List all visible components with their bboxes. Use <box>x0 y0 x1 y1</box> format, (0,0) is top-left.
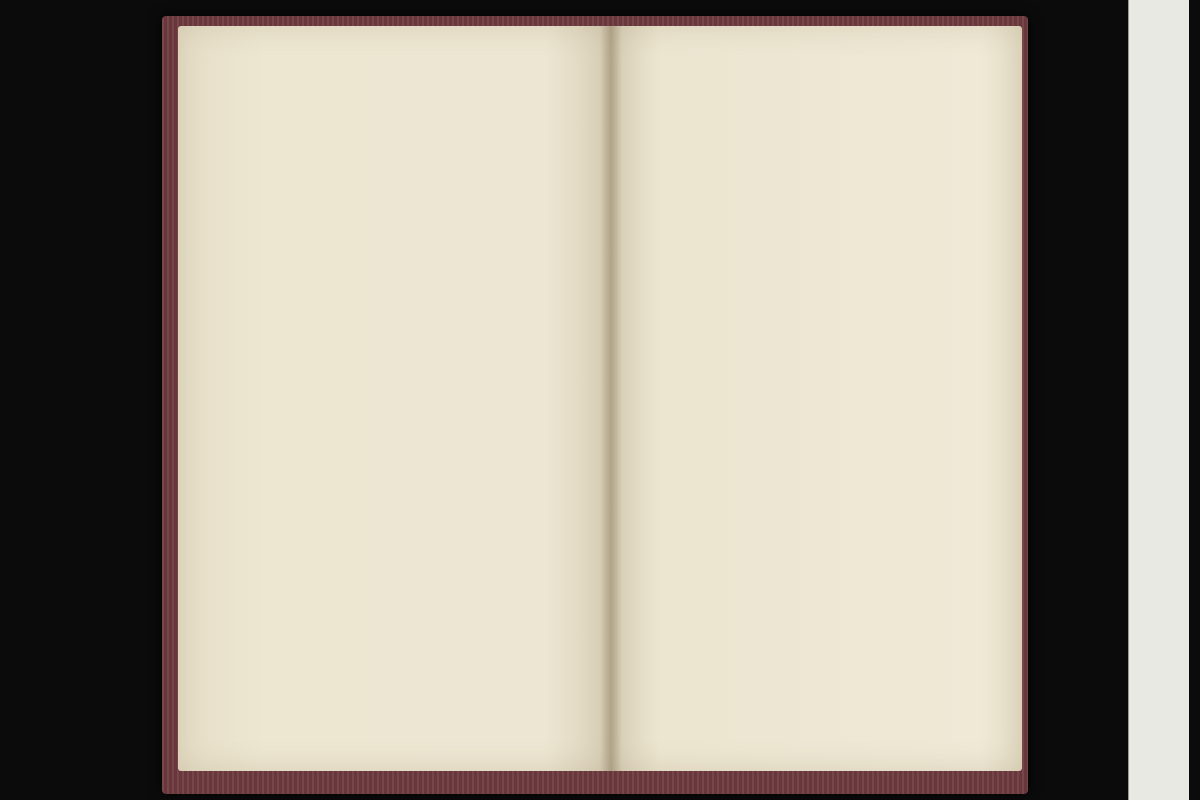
right-page <box>610 26 1022 771</box>
measurement-ruler <box>1128 0 1189 800</box>
left-page <box>178 26 610 771</box>
book-gutter <box>600 26 622 771</box>
